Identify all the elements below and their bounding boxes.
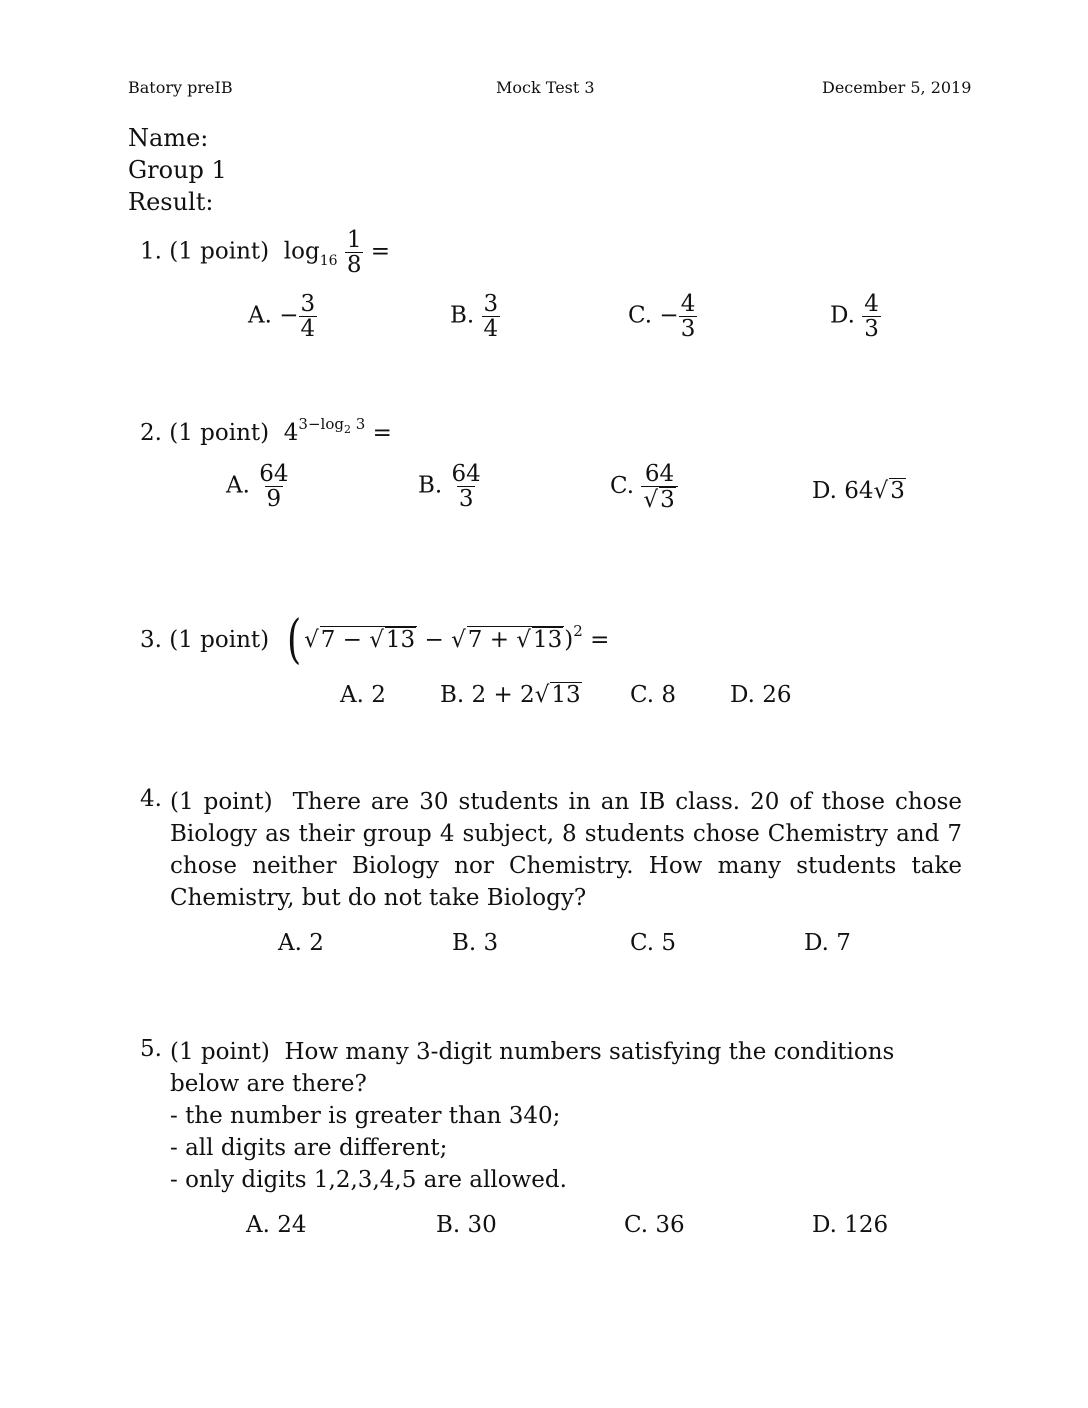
radicand: 13 (532, 627, 563, 653)
option-letter: B. (450, 302, 475, 329)
result-label: Result: (128, 188, 214, 216)
q2-option-b[interactable] (418, 462, 483, 511)
fraction (641, 462, 677, 512)
option-letter: C. (630, 930, 655, 956)
radicand-outer-2 (467, 626, 564, 652)
option-value: 36 (655, 1212, 685, 1238)
denominator: 9 (266, 486, 282, 513)
exponent (298, 415, 366, 436)
q4-option-b[interactable] (452, 930, 498, 956)
log-text: log (283, 238, 320, 265)
question-text: How many 3-digit numbers satisfying the conditions below are there? (170, 1039, 895, 1097)
q4-option-c[interactable] (630, 930, 676, 956)
q2-option-a[interactable] (226, 462, 291, 511)
condition-2: - all digits are different; (170, 1135, 448, 1161)
option-sign: − (659, 302, 679, 329)
question-2 (140, 415, 392, 446)
equals-sign: = (370, 238, 391, 265)
question-points: (1 point) (170, 1039, 270, 1065)
open-paren: ( (286, 610, 302, 670)
fraction (299, 292, 318, 341)
option-letter: A. (340, 682, 364, 708)
option-letter: D. (830, 302, 855, 329)
option-letter: D. (812, 478, 837, 504)
header-date: December 5, 2019 (822, 78, 972, 97)
option-value: 26 (762, 682, 792, 708)
fraction (679, 292, 698, 341)
question-1 (140, 228, 390, 277)
question-number: 1. (140, 238, 162, 265)
denominator: 4 (300, 316, 316, 343)
header-left: Batory preIB (128, 78, 233, 97)
fraction (450, 462, 483, 511)
q1-option-a[interactable] (248, 292, 317, 341)
question-4 (170, 786, 962, 914)
numerator: 64 (644, 461, 675, 487)
q3-option-c[interactable] (630, 682, 676, 708)
exponent-text: 3−log (298, 415, 344, 433)
question-5-number: 5. (140, 1036, 162, 1062)
exponent-tail: 3 (350, 415, 366, 433)
condition-3: - only digits 1,2,3,4,5 are allowed. (170, 1167, 567, 1193)
sqrt-symbol: √ (304, 627, 319, 653)
radicand: 13 (385, 627, 416, 653)
condition-1: - the number is greater than 340; (170, 1103, 561, 1129)
option-value: 8 (661, 682, 677, 708)
question-number: 3. (140, 627, 162, 653)
option-value: 126 (844, 1212, 889, 1238)
fraction (862, 292, 881, 341)
sqrt-symbol: √ (643, 487, 659, 514)
option-letter: D. (812, 1212, 837, 1238)
option-value: 64 (844, 478, 874, 504)
option-value: 7 (836, 930, 851, 956)
exponent: 2 (573, 622, 583, 640)
equals-sign: = (590, 627, 610, 653)
q5-option-d[interactable] (812, 1212, 888, 1238)
sqrt-symbol: √ (451, 627, 466, 653)
radicand-text: 7 + (467, 627, 517, 653)
q4-option-a[interactable] (278, 930, 324, 956)
q2-option-c[interactable] (610, 462, 678, 512)
option-letter: A. (278, 930, 302, 956)
equals-sign: = (372, 420, 392, 446)
option-value: 2 + 2 (471, 682, 535, 708)
option-letter: B. (418, 472, 443, 499)
radicand-outer-1 (320, 626, 417, 652)
option-letter: A. (248, 302, 272, 329)
question-4-number: 4. (140, 786, 162, 812)
denominator: 3 (680, 316, 696, 343)
q1-option-c[interactable] (628, 292, 697, 341)
question-points: (1 point) (169, 627, 270, 653)
denominator: 4 (483, 316, 499, 343)
option-value: 5 (661, 930, 677, 956)
sqrt-symbol: √ (369, 627, 384, 653)
numerator: 3 (483, 291, 499, 317)
option-value: 2 (309, 930, 324, 956)
option-letter: C. (630, 682, 655, 708)
denominator: 8 (346, 252, 362, 279)
option-letter: C. (628, 302, 653, 329)
option-value: 24 (277, 1212, 307, 1238)
exponent-log-base: 2 (343, 423, 351, 436)
option-letter: C. (610, 473, 635, 500)
numerator: 64 (259, 461, 289, 487)
option-letter: A. (246, 1212, 270, 1238)
option-letter: B. (440, 682, 465, 708)
question-text: There are 30 students in an IB class. 20 of those chose Biology as their group 4 subject, 8 students chose Chemistry and 7 chose neither Biology nor Chemistry. How many students take Chemistry, but do not take Biology? (170, 789, 962, 911)
q3-option-a[interactable] (340, 682, 386, 708)
option-value: 3 (483, 930, 499, 956)
name-label: Name: (128, 124, 209, 152)
minus-sign: − (417, 627, 452, 653)
radicand: 3 (660, 487, 675, 514)
q4-option-d[interactable] (804, 930, 851, 956)
denominator: 3 (864, 316, 879, 343)
option-value: 30 (467, 1212, 497, 1238)
option-value: 2 (371, 682, 386, 708)
question-number: 2. (140, 420, 162, 446)
q3-option-b[interactable] (440, 682, 582, 708)
log-base: 16 (319, 252, 338, 269)
close-paren: ) (564, 627, 574, 653)
sqrt-symbol: √ (534, 682, 550, 708)
numerator: 4 (864, 291, 879, 317)
option-letter: B. (436, 1212, 461, 1238)
fraction (482, 292, 501, 341)
numerator: 4 (680, 291, 696, 317)
numerator: 3 (300, 291, 316, 317)
group-label: Group 1 (128, 156, 227, 184)
option-letter: D. (804, 930, 829, 956)
denominator (641, 486, 677, 512)
q5-option-b[interactable] (436, 1212, 497, 1238)
denominator: 3 (458, 486, 474, 513)
q1-option-d[interactable] (830, 292, 881, 341)
header-title: Mock Test 3 (496, 78, 595, 97)
fraction (345, 228, 364, 277)
q5-option-a[interactable] (246, 1212, 307, 1238)
option-sign: − (279, 302, 299, 329)
radicand: 3 (890, 478, 905, 504)
q5-option-c[interactable] (624, 1212, 685, 1238)
option-letter: C. (624, 1212, 649, 1238)
numerator: 1 (346, 227, 362, 253)
numerator: 64 (451, 461, 481, 487)
option-letter: A. (226, 472, 250, 499)
radicand-text: 7 − (320, 627, 370, 653)
question-5 (170, 1036, 962, 1100)
q1-option-b[interactable] (450, 292, 500, 341)
question-points: (1 point) (170, 789, 273, 815)
q3-option-d[interactable] (730, 682, 792, 708)
radicand: 13 (551, 682, 581, 708)
fraction (257, 462, 290, 511)
question-points: (1 point) (169, 238, 270, 265)
option-letter: B. (452, 930, 477, 956)
question-points: (1 point) (169, 420, 270, 446)
question-3 (140, 600, 610, 670)
power-base: 4 (283, 420, 299, 446)
q2-option-d[interactable] (812, 478, 906, 504)
sqrt-symbol: √ (516, 627, 531, 653)
sqrt-symbol: √ (873, 478, 889, 504)
option-letter: D. (730, 682, 755, 708)
